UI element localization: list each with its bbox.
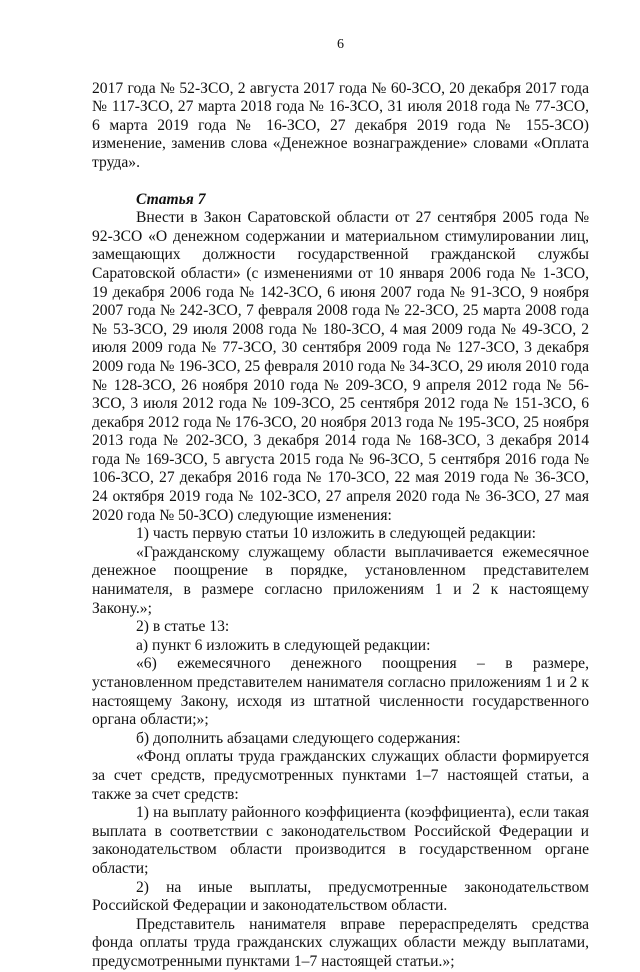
article-body: Внести в Закон Саратовской области от 27 сентября 2005 года № 92-ЗСО «О денежном содержании и материальном стимулировании лиц, замещающих должности государственной гражданской службы Саратовской области» (с изменениями от 10 января 2006 года № 1-ЗСО, 19 декабря 2006 года № 142-ЗСО, 6 июня 2007 года № 91-ЗСО, 9 ноября 2007 года № 242-ЗСО, 7 февраля 2008 года № 22-ЗСО, 25 марта 2008 года № 53-ЗСО, 29 июля 2008 года № 180-ЗСО, 4 мая 2009 года № 49-ЗСО, 2 июля 2009 года № 77-ЗСО, 30 сентября 2009 года № 127-ЗСО, 3 декабря 2009 года № 196-ЗСО, 25 февраля 2010 года № 34-ЗСО, 29 июля 2010 года № 128-ЗСО, 26 ноября 2010 года № 209-ЗСО, 9 апреля 2012 года № 56-ЗСО, 3 июля 2012 года № 109-ЗСО, 25 сентября 2012 года № 151-ЗСО, 6 декабря 2012 года № 176-ЗСО, 20 ноября 2013 года № 195-ЗСО, 25 ноября 2013 года № 202-ЗСО, 3 декабря 2014 года № 168-ЗСО, 3 декабря 2014 года № 169-ЗСО, 5 августа 2015 года № 96-ЗСО, 5 сентября 2016 года № 106-ЗСО, 27 декабря 2016 года № 170-ЗСО, 22 мая 2019 года № 36-ЗСО, 24 октября 2019 года № 102-ЗСО, 27 апреля 2020 года № 36-ЗСО, 27 мая 2020 года № 50-ЗСО) следующие изменения: — [92, 209, 589, 524]
item-2b-text-2: 1) на выплату районного коэффициента (коэффициента), если такая выплата в соответствии с законодательством Российской Федерации и законодательством области производится в государственном органе области; — [92, 804, 589, 877]
item-2b-text-3: 2) на иные выплаты, предусмотренные законодательством Российской Федерации и законодательством области. — [92, 878, 589, 915]
item-2b-text-1: «Фонд оплаты труда гражданских служащих области формируется за счет средств, предусмотренных пунктами 1–7 настоящей статьи, а также за счет средств: — [92, 748, 589, 803]
item-2a-text: «6) ежемесячного денежного поощрения – в размере, установленном представителем нанимателя согласно приложениям 1 и 2 к настоящему Закону, исходя из штатной численности государственного органа области;»; — [92, 655, 589, 729]
item-2b-text-4: Представитель нанимателя вправе перераспределять средства фонда оплаты труда гражданских служащих области между выплатами, предусмотренными пунктами 1–7 настоящей статьи.»; — [92, 915, 589, 970]
item-1: 1) часть первую статьи 10 изложить в следующей редакции: — [136, 525, 536, 543]
item-2a: а) пункт 6 изложить в следующей редакции: — [136, 636, 431, 654]
intro-paragraph: 2017 года № 52-ЗСО, 2 августа 2017 года № 60-ЗСО, 20 декабря 2017 года № 117-ЗСО, 27 марта 2018 года № 16-ЗСО, 31 июля 2018 года № 77-ЗСО, 6 марта 2019 года № 16-ЗСО, 27 декабря 2019 года № 155-ЗСО) изменение, заменив слова «Денежное вознаграждение» словами «Оплата труда». — [92, 79, 589, 171]
article-title: Статья 7 — [136, 190, 206, 208]
item-2b: б) дополнить абзацами следующего содержания: — [136, 729, 461, 747]
page-number: 6 — [337, 37, 344, 52]
item-1-text: «Гражданскому служащему области выплачивается ежемесячное денежное поощрение в порядке, установленном представителем нанимателя, в размере согласно приложениям 1 и 2 к настоящему Закону.»; — [92, 543, 589, 617]
item-2: 2) в статье 13: — [136, 618, 230, 636]
